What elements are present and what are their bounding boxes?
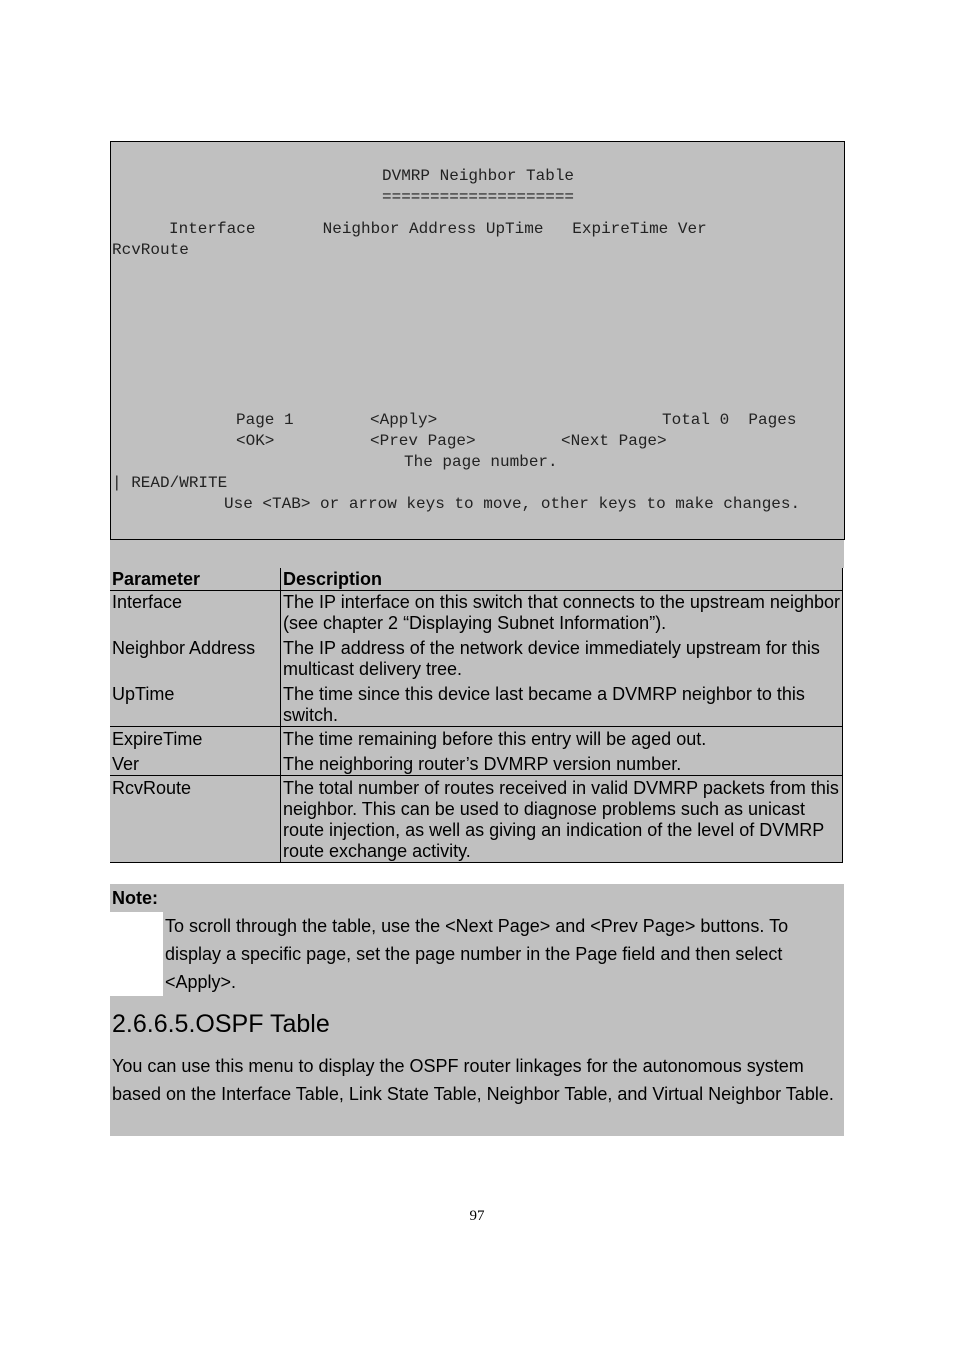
param-description: The time since this device last became a DVMRP neighbor to this switch. (281, 680, 843, 727)
shaded-spacer (110, 540, 844, 568)
ok-button[interactable]: <OK> (236, 432, 275, 450)
param-name: Interface (112, 592, 183, 612)
parameter-table (110, 568, 843, 863)
total-pages: Total 0 Pages (662, 411, 797, 429)
table-row (110, 727, 843, 751)
param-description: The neighboring router’s DVMRP version number. (281, 750, 843, 776)
next-page-button[interactable]: <Next Page> (561, 432, 667, 450)
field-hint: The page number. (404, 453, 558, 471)
param-description: The IP address of the network device immediately upstream for this multicast delivery tree. (281, 634, 843, 680)
apply-button[interactable]: <Apply> (370, 411, 438, 429)
note-indent (110, 912, 163, 996)
terminal-screen (110, 141, 845, 540)
page-field[interactable]: Page 1 (236, 411, 294, 429)
terminal-column-headers: Interface Neighbor Address UpTime ExpireTime Ver (169, 220, 707, 238)
column-header-description: Description (281, 568, 843, 591)
table-row (110, 591, 843, 635)
page-number: 97 (469, 1208, 485, 1224)
table-row (110, 680, 843, 727)
access-mode: | READ/WRITE (112, 474, 228, 492)
note-text: To scroll through the table, use the <Next Page> and <Prev Page> buttons. To display a specific page, set the page number in the Page field and then select <Apply>. (163, 912, 844, 996)
terminal-title: DVMRP Neighbor Table (382, 167, 575, 185)
param-description: The total number of routes received in valid DVMRP packets from this neighbor. This can be used to diagnose problems such as unicast route injection, as well as giving an indication of the level of DVMRP route exchange activity. (281, 776, 843, 863)
param-name: UpTime (112, 684, 175, 704)
table-row (110, 750, 843, 776)
terminal-title-rule: ==================== (382, 188, 575, 206)
section-heading: 2.6.6.5.OSPF Table (110, 996, 844, 1052)
param-description: The IP interface on this switch that connects to the upstream neighbor (see chapter 2 “Displaying Subnet Information”). (281, 591, 843, 635)
keyboard-help: Use <TAB> or arrow keys to move, other keys to make changes. (224, 495, 801, 513)
column-header-parameter: Parameter (110, 568, 281, 591)
param-name: Ver (112, 754, 140, 774)
param-description: The time remaining before this entry will be aged out. (281, 727, 843, 751)
terminal-column-header-wrap: RcvRoute (112, 241, 189, 259)
table-header-row (110, 568, 843, 591)
param-name: Neighbor Address (112, 638, 256, 658)
note-label: Note: (110, 884, 844, 912)
section-paragraph: You can use this menu to display the OSPF router linkages for the autonomous system based on the Interface Table, Link State Table, Neighbor Table, and Virtual Neighbor Table. (110, 1052, 844, 1136)
param-name: ExpireTime (110, 727, 281, 751)
table-row (110, 776, 843, 863)
param-name: RcvRoute (110, 776, 281, 863)
table-row (110, 634, 843, 680)
prev-page-button[interactable]: <Prev Page> (370, 432, 476, 450)
